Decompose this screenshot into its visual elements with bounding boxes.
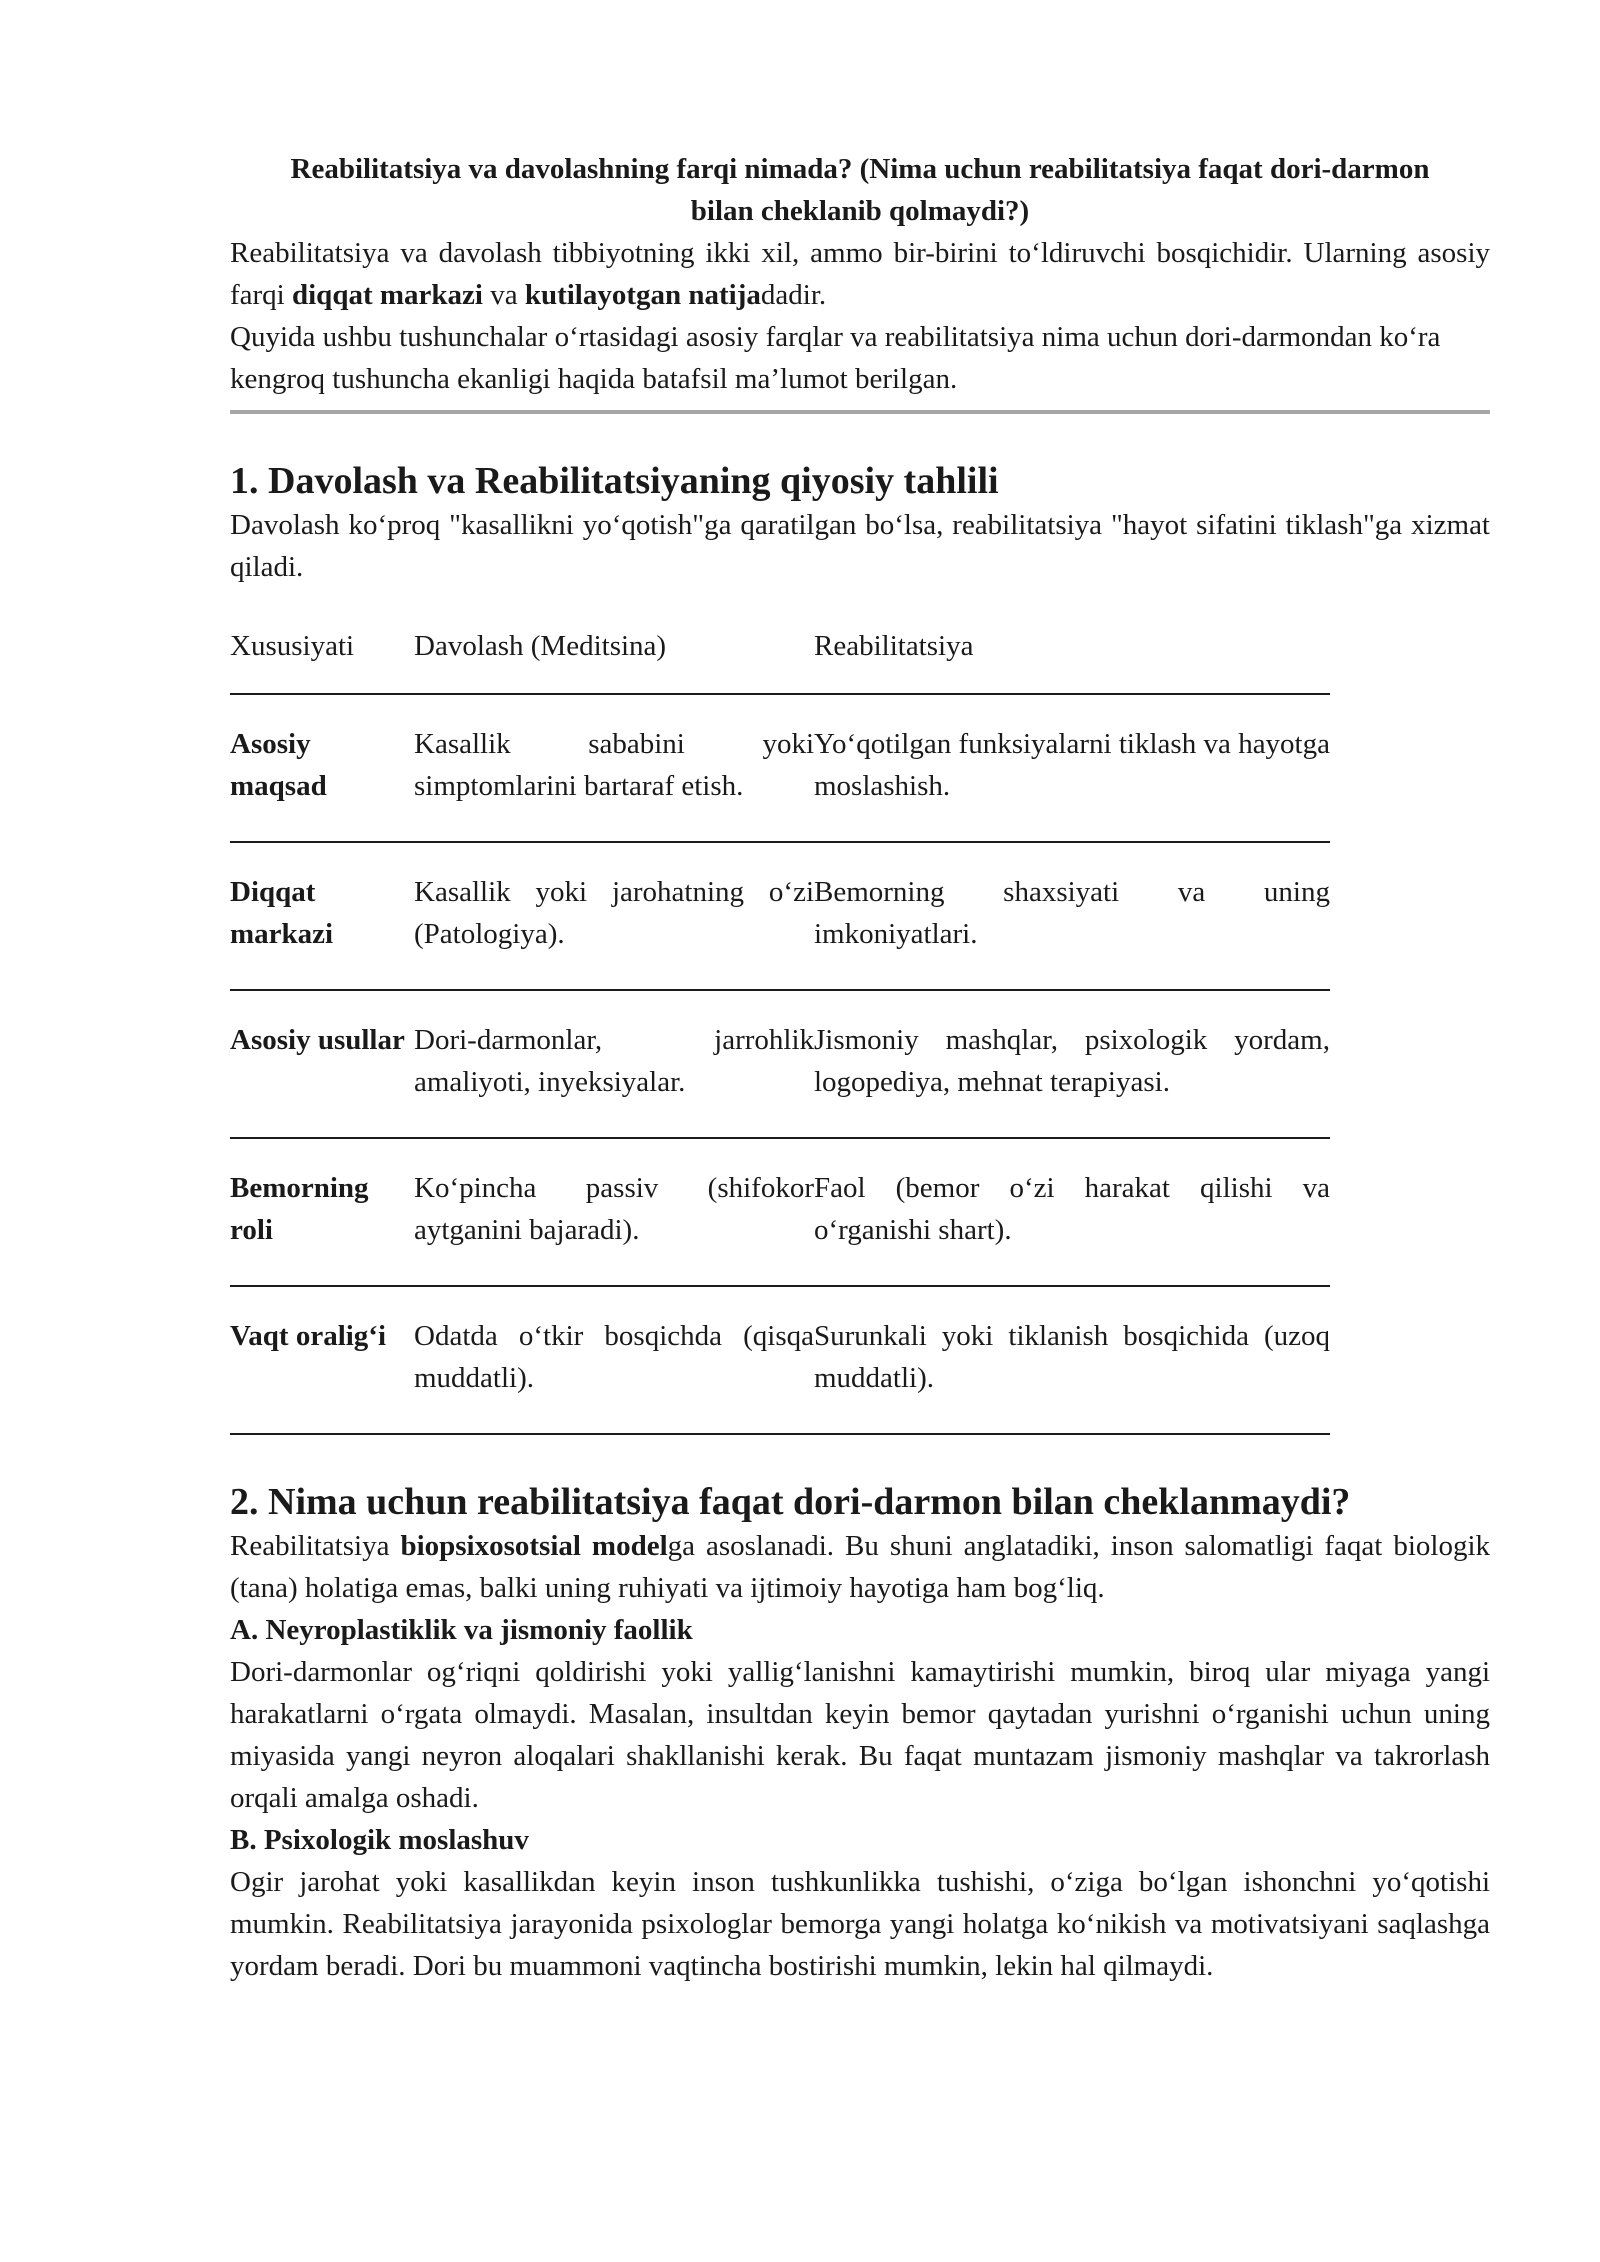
intro-bold-focus: diqqat markazi — [292, 279, 483, 311]
table-cell-feature: Asosiy usullar — [230, 990, 414, 1138]
section-2-text — [230, 1525, 1490, 1609]
table-cell-treatment: Kasallik sababini yoki simptomlarini bartaraf etish. — [414, 694, 814, 842]
intro-text-d: dadir. — [760, 279, 827, 311]
table-cell-treatment: Ko‘pincha passiv (shifokor aytganini bajaradi). — [414, 1138, 814, 1286]
table-cell-rehabilitation: Jismoniy mashqlar, psixologik yordam, logopediya, mehnat terapiyasi. — [814, 990, 1330, 1138]
table-cell-feature: Diqqat markazi — [230, 842, 414, 990]
table-row — [230, 1138, 1330, 1286]
table-header-cell: Davolash (Meditsina) — [414, 625, 814, 694]
table-cell-feature: Vaqt oralig‘i — [230, 1286, 414, 1434]
document-page — [230, 148, 1490, 1987]
table-header-row — [230, 625, 1330, 694]
table-row — [230, 990, 1330, 1138]
section-2-bold-model: biopsixosotsial model — [400, 1530, 668, 1562]
section-2-heading: 2. Nima uchun reabilitatsiya faqat dori-darmon bilan cheklanmaydi? — [230, 1481, 1351, 1523]
table-cell-rehabilitation: Surunkali yoki tiklanish bosqichida (uzoq muddatli). — [814, 1286, 1330, 1434]
table-cell-feature: Asosiy maqsad — [230, 694, 414, 842]
table-row — [230, 1286, 1330, 1434]
table-cell-treatment: Kasallik yoki jarohatning o‘zi (Patologiya). — [414, 842, 814, 990]
horizontal-rule — [230, 410, 1490, 414]
intro-paragraph-1 — [230, 232, 1490, 316]
table-cell-feature: Bemorning roli — [230, 1138, 414, 1286]
table-cell-treatment: Odatda o‘tkir bosqichda (qisqa muddatli). — [414, 1286, 814, 1434]
document-title: Reabilitatsiya va davolashning farqi nimada? (Nima uchun reabilitatsiya faqat dori-darmon bilan cheklanib qolmaydi?) — [290, 153, 1430, 227]
intro-text-a: Reabilitatsiya va davolash tibbiyotning ikki xil, ammo bir-birini to‘ldiruvchi bosqichidir. Ularning asosiy farqi — [230, 237, 1490, 311]
comparison-table — [230, 625, 1330, 1435]
table-row — [230, 842, 1330, 990]
table-header-cell: Xususiyati — [230, 625, 414, 694]
intro-bold-result: kutilayotgan natija — [524, 279, 761, 311]
table-row — [230, 694, 1330, 842]
section-2-text-a: Reabilitatsiya — [230, 1530, 401, 1562]
table-cell-rehabilitation: Bemorning shaxsiyati va uning imkoniyatlari. — [814, 842, 1330, 990]
table-header-cell: Reabilitatsiya — [814, 625, 1330, 694]
table-cell-rehabilitation: Yo‘qotilgan funksiyalarni tiklash va hayotga moslashish. — [814, 694, 1330, 842]
intro-paragraph-2: Quyida ushbu tushunchalar o‘rtasidagi asosiy farqlar va reabilitatsiya nima uchun dori-darmondan ko‘ra kengroq tushuncha ekanligi haqida batafsil ma’lumot berilgan. — [230, 321, 1441, 395]
table-cell-treatment: Dori-darmonlar, jarrohlik amaliyoti, inyeksiyalar. — [414, 990, 814, 1138]
subsection-a-text: Dori-darmonlar og‘riqni qoldirishi yoki yallig‘lanishni kamaytirishi mumkin, biroq ular miyaga yangi harakatlarni o‘rgata olmaydi. Masalan, insultdan keyin bemor qaytadan yurishni o‘rganishi uchun uning miyasida yangi neyron aloqalari shakllanishi kerak. Bu faqat muntazam jismoniy mashqlar va takrorlash orqali amalga oshadi. — [230, 1656, 1490, 1814]
section-1-heading: 1. Davolash va Reabilitatsiyaning qiyosiy tahlili — [230, 460, 999, 502]
subsection-b-heading: B. Psixologik moslashuv — [230, 1824, 529, 1856]
subsection-b-text: Ogir jarohat yoki kasallikdan keyin inson tushkunlikka tushishi, o‘ziga bo‘lgan ishonchni yo‘qotishi mumkin. Reabilitatsiya jarayonida psixologlar bemorga yangi holatga ko‘nikish va motivatsiyani saqlashga yordam beradi. Dori bu muammoni vaqtincha bostirishi mumkin, lekin hal qilmaydi. — [230, 1866, 1490, 1982]
table-cell-rehabilitation: Faol (bemor o‘zi harakat qilishi va o‘rganishi shart). — [814, 1138, 1330, 1286]
section-1-text: Davolash ko‘proq "kasallikni yo‘qotish"ga qaratilgan bo‘lsa, reabilitatsiya "hayot sifatini tiklash"ga xizmat qiladi. — [230, 509, 1490, 583]
section-2-text-c: ga asoslanadi. Bu shuni anglatadiki, inson salomatligi faqat biologik (tana) holatiga emas, balki uning ruhiyati va ijtimoiy hayotiga ham bog‘liq. — [230, 1530, 1490, 1604]
intro-text-c: va — [482, 279, 525, 311]
subsection-a-heading: A. Neyroplastiklik va jismoniy faollik — [230, 1614, 693, 1646]
